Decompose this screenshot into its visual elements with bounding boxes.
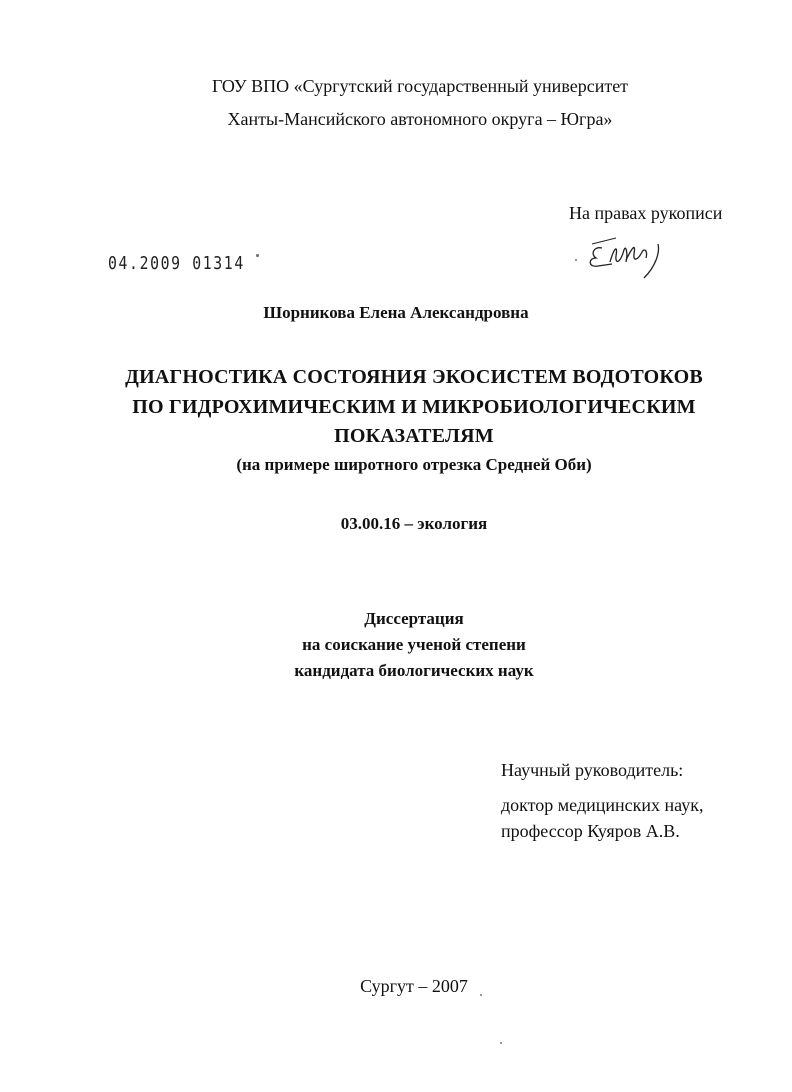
manuscript-note: На правах рукописи (569, 203, 723, 223)
place-year: Сургут – 2007 (360, 976, 468, 996)
dissertation-line-3: кандидата биологических наук (294, 661, 534, 680)
university-line-1: ГОУ ВПО «Сургутский государственный университет (211, 76, 629, 96)
author-name: Шорникова Елена Александровна (263, 303, 529, 322)
specialty-code: 03.00.16 – экология (340, 514, 488, 533)
registration-stamp: 04.2009 01314 (108, 253, 245, 274)
scan-speck (480, 994, 482, 996)
author-signature (574, 236, 674, 282)
title-line-1: ДИАГНОСТИКА СОСТОЯНИЯ ЭКОСИСТЕМ ВОДОТОКОВ (125, 366, 703, 388)
supervisor-degree: доктор медицинских наук, (501, 795, 704, 815)
university-line-2: Ханты-Мансийского автономного округа – Югра» (227, 109, 613, 129)
title-subtitle: (на примере широтного отрезка Средней Оби) (236, 455, 592, 474)
title-line-3: ПОКАЗАТЕЛЯМ (334, 425, 494, 447)
scan-speck (500, 1042, 502, 1044)
title-line-2: ПО ГИДРОХИМИЧЕСКИМ И МИКРОБИОЛОГИЧЕСКИМ (132, 396, 696, 418)
dissertation-line-2: на соискание ученой степени (302, 635, 526, 654)
dissertation-line-1: Диссертация (364, 609, 464, 628)
supervisor-name: профессор Куяров А.В. (501, 821, 680, 841)
stamp-mark (256, 254, 259, 257)
supervisor-label: Научный руководитель: (501, 760, 684, 780)
